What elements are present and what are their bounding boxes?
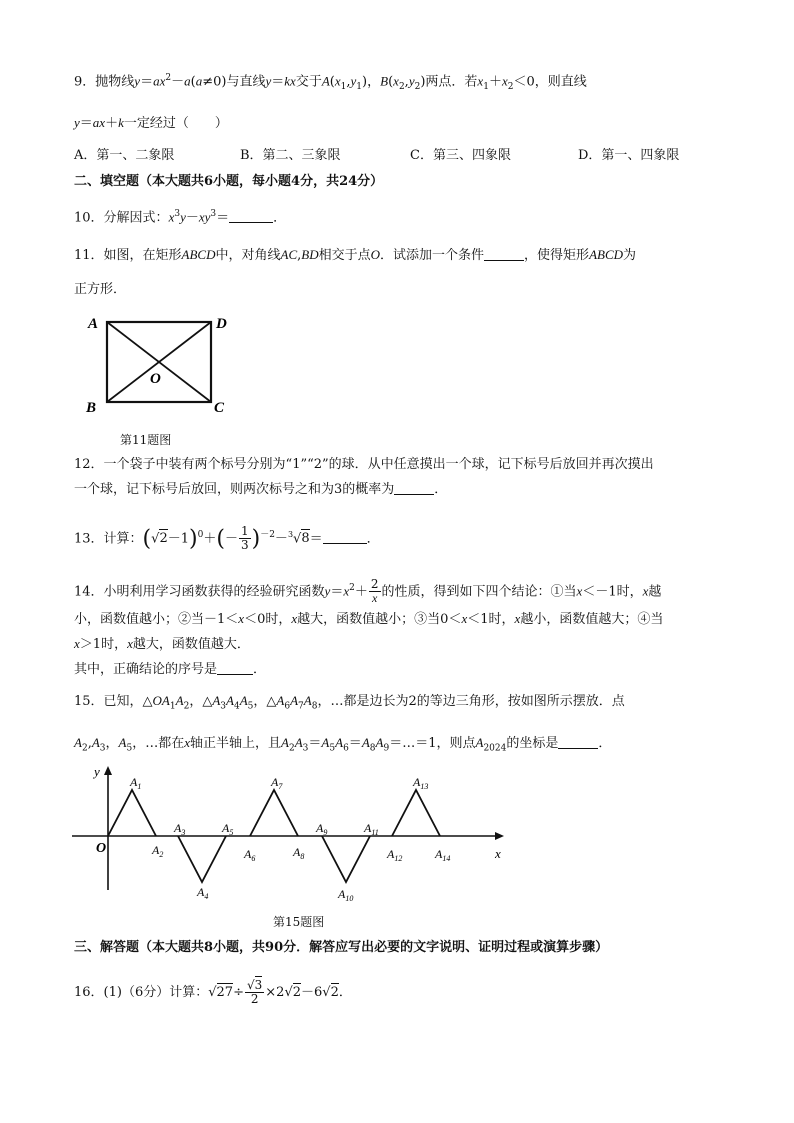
section-3-heading: 三、解答题（本大题共8小题，共90分．解答应写出必要的文字说明、证明过程或演算步骤） [74,940,609,955]
rectangle-figure [82,310,242,420]
point-label-a11: $A_{11}$ [364,821,379,837]
figure-11-caption: 第11题图 [120,433,172,447]
point-label-a14: $A_{14}$ [435,847,451,863]
answer-blank[interactable] [484,246,524,261]
point-a-label: A [88,316,99,332]
question-12-line-2: 一个球，记下标号后放回，则两次标号之和为3的概率为 ． [74,482,448,497]
answer-blank[interactable] [394,480,434,495]
figure-15-caption: 第15题图 [273,915,325,929]
y-axis-label: y [94,764,100,779]
choice-d: D．第一、四象限 [578,148,680,163]
question-15-line-1: 15．已知，$\triangle OA_1A_2$，$\triangle A_3A_4A_5$，$\triangle A_6A_7A_8$，…都是边长为2的等边三角形，按如图所示摆放．点 [74,693,625,712]
answer-blank[interactable] [217,660,253,675]
question-16: 16．(1)（6分）计算：√27÷ $\frac{√3}{2}$ ×2√2－6√2． [74,978,352,1006]
origin-label: O [96,841,107,856]
question-9-line-2: y＝ax＋k一定经过（ ） [74,115,228,131]
point-label-a12: $A_{12}$ [387,847,403,863]
point-label-a4: $A_4$ [197,885,209,901]
question-13: 13．计算：$(√2-1)^0+(-$ $\frac{1}{3}$ )$^{-2}$－$^3$√8＝ ． [74,524,380,553]
question-14-line-4: 其中，正确结论的序号是 ． [74,662,267,677]
x-axis-label: x [495,846,501,861]
choice-c: C．第三、四象限 [410,148,511,163]
point-b-label: B [86,400,97,416]
choice-b: B．第二、三象限 [240,148,341,163]
point-d-label: D [216,316,227,332]
question-10: 10．分解因式：$x^3y-xy^3=$ ． [74,209,287,226]
question-12-line-1: 12．一个袋子中装有两个标号分别为“1”“2”的球．从中任意摸出一个球，记下标号后放回并再次摸出 [74,457,654,472]
question-15-line-2: $A_2,A_3$，$A_5$，…都在x轴正半轴上，且$A_2A_3=A_5A_6=A_8A_9=\dots=1$，则点$A_{2024}$的坐标是 ． [74,735,612,754]
point-label-a13: $A_{13}$ [413,775,429,791]
point-label-a9: $A_9$ [316,821,328,837]
point-label-a7: $A_7$ [271,775,283,791]
question-14-line-3: x＞1时，x越大，函数值越大． [74,636,250,652]
question-11-line-2: 正方形． [74,282,127,297]
point-label-a1: $A_1$ [130,775,142,791]
section-2-heading: 二、填空题（本大题共6小题，每小题4分，共24分） [74,174,384,189]
answer-blank[interactable] [229,208,273,223]
question-14-line-1: 14．小明利用学习函数获得的经验研究函数$y=x^2+$ $\frac{2}{x}$ 的性质，得到如下四个结论：①当x＜－1时，x越 [74,577,662,606]
question-9-line-1: 9．抛物线$y=ax^2-a(a\ne 0)$与直线y＝kx交于$A(x_1,y_1)$，$B(x_2,y_2)$两点．若$x_1+x_2<0$，则直线 [74,73,587,92]
point-o-label: O [150,371,161,387]
point-label-a2: $A_2$ [152,843,164,859]
question-11-line-1: 11．如图，在矩形ABCD中，对角线AC,BD相交于点O．试添加一个条件 ，使得矩形ABCD为 [74,247,637,263]
point-label-a3: $A_3$ [174,821,186,837]
zigzag-triangles-figure [70,760,510,910]
point-label-a6: $A_6$ [244,847,256,863]
answer-blank[interactable] [323,529,367,544]
point-label-a5: $A_5$ [222,821,234,837]
point-label-a10: $A_{10}$ [338,887,354,903]
choice-a: A．第一、二象限 [74,148,175,163]
answer-blank[interactable] [558,734,598,749]
question-14-line-2: 小，函数值越小；②当－1＜x＜0时，x越大，函数值越小；③当0＜x＜1时，x越小，函数值越大；④当 [74,611,664,627]
point-label-a8: $A_8$ [293,845,305,861]
point-c-label: C [214,400,225,416]
